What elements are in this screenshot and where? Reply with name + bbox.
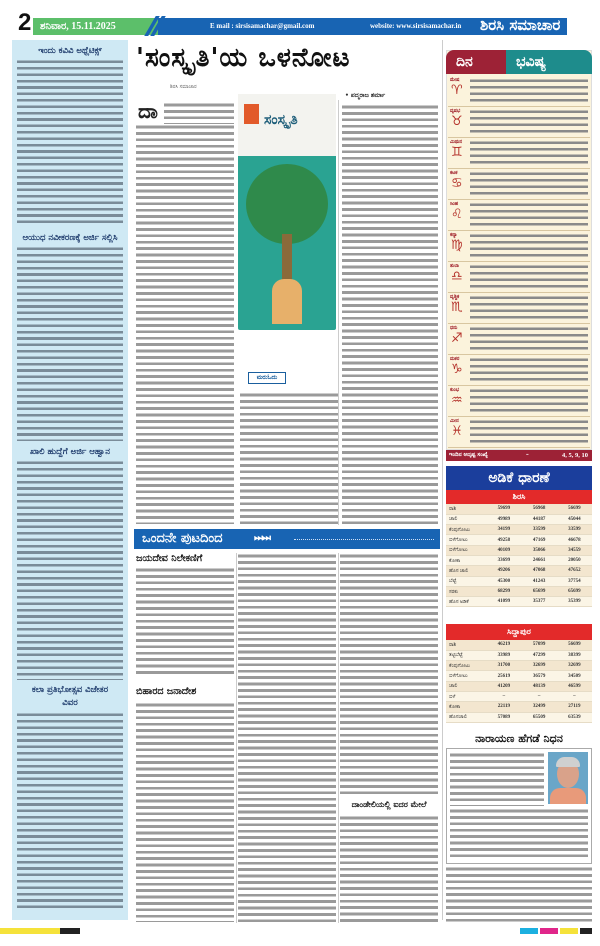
price-value: 32699 [557,661,592,671]
price-value: 65699 [522,586,557,596]
price-row [446,671,592,681]
zodiac-sign-name: ಧನು [450,326,458,331]
article-text [446,866,592,922]
price-value: 22119 [486,702,521,712]
price-value: – [557,691,592,701]
price-value: 20050 [557,555,592,565]
horoscope-banner [446,50,592,74]
continued-headline: ಜಯದೇವ ನಿಲೇಕಣಿಗೆ [136,553,203,564]
horoscope-text [470,295,588,321]
price-value: 37754 [557,576,592,586]
article-text [136,567,234,677]
price-value: 35066 [522,545,557,555]
lucky-number-dash: – [526,452,529,458]
price-value: 41099 [486,597,521,607]
continued-headline: ದಾಂಡೇಲಿಯಲ್ಲಿ ಐದರ ಮೇಲೆ [351,800,427,809]
horoscope-text [470,140,588,166]
main-article-title: 'ಸಂಸ್ಕೃತಿ'ಯ ಒಳನೋಟ [136,43,351,73]
zodiac-sign-name: ವೃಷಭ [450,109,461,114]
price-row [446,586,592,596]
article-text [240,392,338,524]
price-value: 33699 [486,555,521,565]
price-value: 65509 [522,712,557,722]
price-value: 46599 [557,681,592,691]
market-siddapur-bar [446,624,592,640]
price-row [446,576,592,586]
article-text [342,104,438,524]
article-text [340,553,438,796]
variety-name: ಚಾಲಿ [446,681,486,691]
header-date: ಶನಿವಾರ, 15.11.2025 [40,21,116,32]
market-sirsi-label: ಶಿರಸಿ [512,492,526,501]
article-text [238,553,336,922]
price-value: 57099 [522,640,557,650]
price-value: 47652 [557,566,592,576]
price-value: 36579 [522,671,557,681]
zodiac-sign-name: ತುಲಾ [450,264,459,269]
market-title-bar [446,466,592,490]
zodiac-sign-icon: ♓ [451,424,463,439]
price-value: 47299 [522,650,557,660]
variety-name: ಕೋಕಾ [446,702,486,712]
price-value: 34559 [557,545,592,555]
paper-name: ಶಿರಸಿ ಸಮಾಚಾರ [480,16,561,34]
price-value: 45300 [486,576,521,586]
price-value: 47169 [522,535,557,545]
book-cover-image [238,94,336,330]
publisher-logo [244,104,259,124]
horoscope-text [470,357,588,383]
horoscope-entry [448,231,590,262]
zodiac-sign-icon: ♈ [451,83,463,98]
price-row [446,712,592,722]
price-row [446,702,592,712]
obituary-text [450,808,588,860]
price-row [446,681,592,691]
horoscope-entry [448,417,590,448]
article-headline: ಆಯುಧ ನವೀಕರಣಕ್ಕೆ ಅರ್ಜಿ ಸಲ್ಲಿಸಿ [22,233,118,243]
horoscope-text [470,202,588,228]
horoscope-entry [448,169,590,200]
zodiac-sign-name: ಮಿಥುನ [450,140,462,145]
price-row [446,661,592,671]
lucky-number-label: ಇಂದಿನ ಅದೃಷ್ಟ ಸಂಖ್ಯೆ [449,452,488,458]
horoscope-text [470,326,588,352]
horoscope-entry [448,76,590,107]
price-value: 33989 [486,650,521,660]
continued-headline: ಬಿಹಾರದ ಜನಾದೇಶ [136,686,197,697]
price-value: 59699 [486,504,521,514]
header-website[interactable]: website: www.sirsisamachar.in [370,22,462,30]
zodiac-sign-icon: ♒ [451,393,463,408]
article-headline: ಇಂದು ಕವಿವಿ ಅಥ್ಲೆಟಿಕ್ಸ್ [38,46,102,56]
horoscope-entry [448,293,590,324]
article-headline: ಖಾಲಿ ಹುದ್ದೆಗೆ ಅರ್ಜಿ ಆಹ್ವಾನ [29,447,111,457]
horoscope-text [470,419,588,445]
price-value: 48139 [522,681,557,691]
article-text [340,815,438,922]
price-value: 44187 [522,514,557,524]
price-value: 47068 [522,566,557,576]
price-value: 56699 [557,504,592,514]
article-text [136,702,234,922]
market-title: ಅಡಿಕೆ ಧಾರಣೆ [488,470,550,486]
horoscope-entry [448,324,590,355]
price-value: 63539 [557,712,592,722]
zodiac-sign-name: ಮೀನ [450,419,459,424]
variety-name: ಚಾಲಿ [446,514,486,524]
price-value: 35399 [557,597,592,607]
price-value: 32699 [522,661,557,671]
horoscope-text [470,109,588,135]
price-row [446,597,592,607]
horoscope-title-left: ದಿನ [456,54,473,70]
obituary-photo [548,752,588,804]
horoscope-entry [448,200,590,231]
price-value: 35377 [522,597,557,607]
price-value: 41209 [486,681,521,691]
market-sirsi-bar [446,490,592,504]
left-news-column [12,40,128,920]
variety-name: ಸರಕು [446,586,486,596]
price-value: – [486,691,521,701]
price-row [446,650,592,660]
market-siddapur-label: ಸಿದ್ದಾಪುರ [507,627,531,636]
reread-badge: ಮರುಓದು [248,372,286,384]
article-body [17,460,123,680]
variety-name: ಬೆಟ್ಟೆ [446,576,486,586]
zodiac-sign-name: ಕಟಕ [450,171,458,176]
price-value: 57089 [486,712,521,722]
price-value: 45044 [557,514,592,524]
section-title: ಒಂದನೇ ಪುಟದಿಂದ [142,531,223,546]
byline-left: ಶಿರಸಿ ಸಮಾಚಾರ [170,84,197,90]
horoscope-text [470,388,588,414]
article-headline: ಕಲಾ ಪ್ರತಿಭೋತ್ಸವ ವಿಜೇತರ ವಿವರ [31,685,109,708]
price-value: 33599 [557,525,592,535]
print-mark [580,928,592,934]
price-value: 56968 [522,504,557,514]
horoscope-text [470,171,588,197]
zodiac-sign-icon: ♋ [451,176,463,191]
variety-name: ಬಿಳೆಗೋಟು [446,545,486,555]
variety-name: ತಟ್ಟಿಬೆಟ್ಟೆ [446,650,486,660]
horoscope-text [470,233,588,259]
horoscope-entry [448,262,590,293]
price-row [446,514,592,524]
price-value: 38399 [557,650,592,660]
horoscope-text [470,264,588,290]
zodiac-sign-name: ಕನ್ಯಾ [450,233,458,238]
price-value: 46219 [486,640,521,650]
price-row [446,555,592,565]
zodiac-sign-icon: ♉ [451,114,463,129]
horoscope-entry [448,107,590,138]
variety-name: ಬಿಳೆಗೋಟು [446,535,486,545]
print-mark [560,928,578,934]
horoscope-entry [448,355,590,386]
print-mark [520,928,538,934]
obituary-title: ನಾರಾಯಣ ಹೆಗಡೆ ನಿಧನ [475,732,563,745]
horoscope-entry [448,138,590,169]
price-value: 24661 [522,555,557,565]
zodiac-sign-name: ಕುಂಭ [450,388,460,393]
obituary-text [450,752,544,806]
horoscope-title-right: ಭವಿಷ್ಯ [516,54,547,70]
variety-name: ಕೆಂಪುಗೋಟು [446,525,486,535]
print-mark [0,928,60,934]
variety-name: ಹೊಸ ಅಡಿಕೆ [446,597,486,607]
price-value: 41243 [522,576,557,586]
lucky-numbers: 4, 5, 9, 10 [562,452,588,459]
article-text [164,102,234,124]
article-text [136,124,234,524]
variety-name: ಹೊಸ ಚಾಲಿ [446,566,486,576]
variety-name: ಕೆಂಪುಗೋಟು [446,661,486,671]
variety-name: ಬಿಳೆಗೋಟು [446,671,486,681]
page-number: 2 [18,9,32,36]
horoscope-entry [448,386,590,417]
price-row [446,535,592,545]
price-value: 49258 [486,535,521,545]
print-color-marks [0,928,600,934]
price-value: 65699 [557,586,592,596]
price-row [446,545,592,555]
forward-arrows-icon: ⏭⏭ [254,533,270,544]
zodiac-sign-name: ಮಕರ [450,357,460,362]
byline-right: • ಪದ್ಮರಾಜ ಶರ್ಮಾ [345,92,386,99]
page-header [0,9,600,36]
zodiac-sign-icon: ♎ [451,269,463,284]
price-value: – [522,691,557,701]
zodiac-sign-icon: ♍ [451,238,463,253]
article-body [17,59,123,227]
article-body [17,712,123,912]
price-value: 34199 [486,525,521,535]
zodiac-sign-icon: ♏ [451,300,463,315]
price-value: 68299 [486,586,521,596]
price-value: 49206 [486,566,521,576]
price-value: 32499 [522,702,557,712]
price-value: 49989 [486,514,521,524]
header-email[interactable]: E mail : sirsisamachar@gmail.com [210,22,315,30]
variety-name: ಕೋಕಾ [446,555,486,565]
zodiac-sign-icon: ♌ [451,207,463,222]
zodiac-sign-icon: ♊ [451,145,463,160]
price-row [446,504,592,514]
variety-name: ಹೊಸಚಾಲಿ [446,712,486,722]
siddapur-price-table [446,640,592,723]
drop-cap: ದಾ [138,101,158,123]
variety-name: ರಾಶಿ [446,504,486,514]
zodiac-sign-name: ವೃಶ್ಚಿಕ [450,295,460,300]
price-row [446,525,592,535]
lucky-number-bar [446,450,592,461]
price-value: 34509 [557,671,592,681]
zodiac-sign-name: ಸಿಂಹ [450,202,458,207]
article-body [17,246,123,441]
price-value: 33599 [522,525,557,535]
horoscope-text [470,78,588,104]
price-row [446,640,592,650]
price-value: 46678 [557,535,592,545]
price-value: 25619 [486,671,521,681]
price-row [446,691,592,701]
sirsi-price-table [446,504,592,607]
price-value: 56699 [557,640,592,650]
print-mark [60,928,80,934]
price-value: 40109 [486,545,521,555]
zodiac-sign-icon: ♑ [451,362,463,377]
price-value: 27119 [557,702,592,712]
price-row [446,566,592,576]
section-banner [134,529,440,549]
print-mark [540,928,558,934]
zodiac-sign-icon: ♐ [451,331,463,346]
variety-name: ರಾಶಿ [446,640,486,650]
book-title: ಸಂಸ್ಕೃತಿ [264,112,298,128]
variety-name: ಬಿಳೆ [446,691,486,701]
price-value: 31700 [486,661,521,671]
zodiac-sign-name: ಮೇಷ [450,78,460,83]
